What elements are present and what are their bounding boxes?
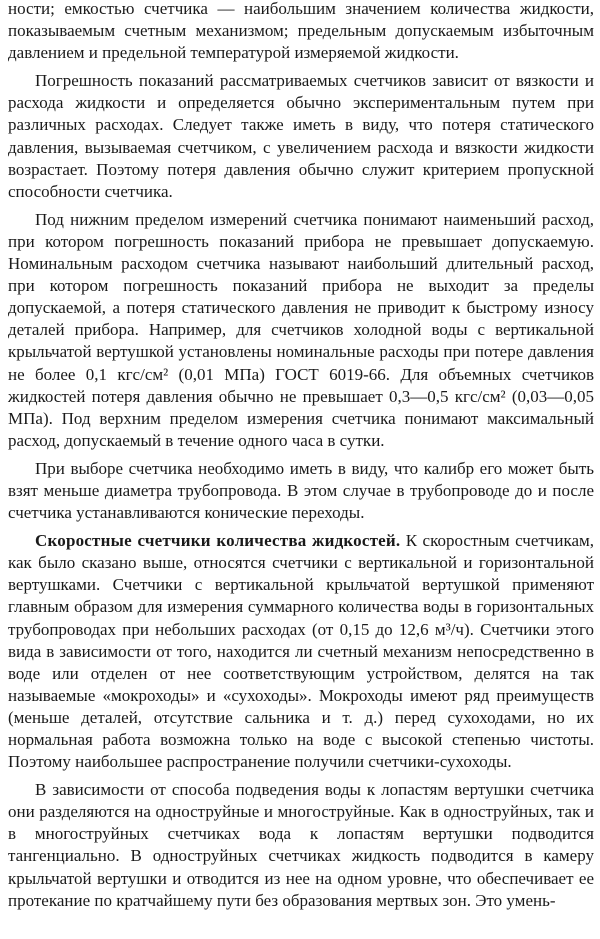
paragraph-text: К скоростным счетчикам, как было сказано выше, относятся счетчики с вертикальной и горизонтальной вертушками. Счетчики с вертикальной крыльчатой вертушкой применяют главным образом для измерения суммарного количества воды в горизонтальных трубопроводах при небольших расходах (от 0,15 до 12,6 м³/ч). Счетчики этого вида в зависимости от того, находится ли счетный механизм непосредственно в воде или отделен от нее соответствующим устройством, делятся на так называемые «мокроходы» и «сухоходы». Мокроходы имеют ряд преимуществ (меньше деталей, отсутствие сальника и т. д.) перед сухоходами, но их нормальная работа возможна только на воде с высокой степенью чистоты. Поэтому наибольшее распространение получили счетчики-сухоходы. — [8, 531, 594, 772]
paragraph-jet-types — [8, 779, 594, 912]
paragraph-text: При выборе счетчика необходимо иметь в виду, что калибр его может быть взят меньше диаметра трубопровода. В этом случае в трубопроводе до и после счетчика устанавливаются конические переходы. — [8, 458, 594, 523]
paragraph-measurement-limits — [8, 209, 594, 452]
paragraph-text: ности; емкостью счетчика — наибольшим значением количества жидкости, показываемым счетным механизмом; предельным допускаемым избыточным давлением и предельной температурой измеряемой жидкости. — [8, 0, 594, 63]
paragraph-text: В зависимости от способа подведения воды к лопастям вертушки счетчика они разделяются на одноструйные и многоструйные. Как в одноструйных, так и в многоструйных счетчиках вода к лопастям вертушки подводится тангенциально. В одноструйных счетчиках жидкость подводится в камеру крыльчатой вертушки и отводится из нее на одном уровне, что обеспечивает ее протекание по кратчайшему пути без образования мертвых зон. Это умень- — [8, 780, 594, 910]
section-run-in-heading: Скоростные счетчики количества жидкостей. — [35, 531, 401, 551]
paragraph-text: Погрешность показаний рассматриваемых счетчиков зависит от вязкости и расхода жидкости и определяется обычно экспериментальным путем при различных расходах. Следует также иметь в виду, что потеря статического давления, вызываемая счетчиком, с увеличением расхода и вязкости жидкости возрастает. Поэтому потеря давления обычно служит критерием пропускной способности счетчика. — [8, 71, 594, 201]
paragraph-continuation — [8, 0, 594, 64]
paragraph-error-of-readings — [8, 70, 594, 203]
paragraph-velocity-meters — [8, 530, 594, 773]
paragraph-meter-caliber — [8, 458, 594, 524]
paragraph-text: Под нижним пределом измерений счетчика понимают наименьший расход, при котором погрешность показаний прибора не превышает допускаемую. Номинальным расходом счетчика называют наибольший длительный расход, при котором погрешность показаний прибора не выходит за пределы допускаемой, а потеря статического давления не приводит к быстрому износу деталей прибора. Например, для счетчиков холодной воды с вертикальной крыльчатой вертушкой установлены номинальные расходы при потере давления не более 0,1 кгс/см² (0,01 МПа) ГОСТ 6019-66. Для объемных счетчиков жидкостей потеря давления обычно не превышает 0,3—0,5 кгс/см² (0,03—0,05 МПа). Под верхним пределом измерения счетчика понимают максимальный расход, допускаемый в течение одного часа в сутки. — [8, 209, 594, 450]
